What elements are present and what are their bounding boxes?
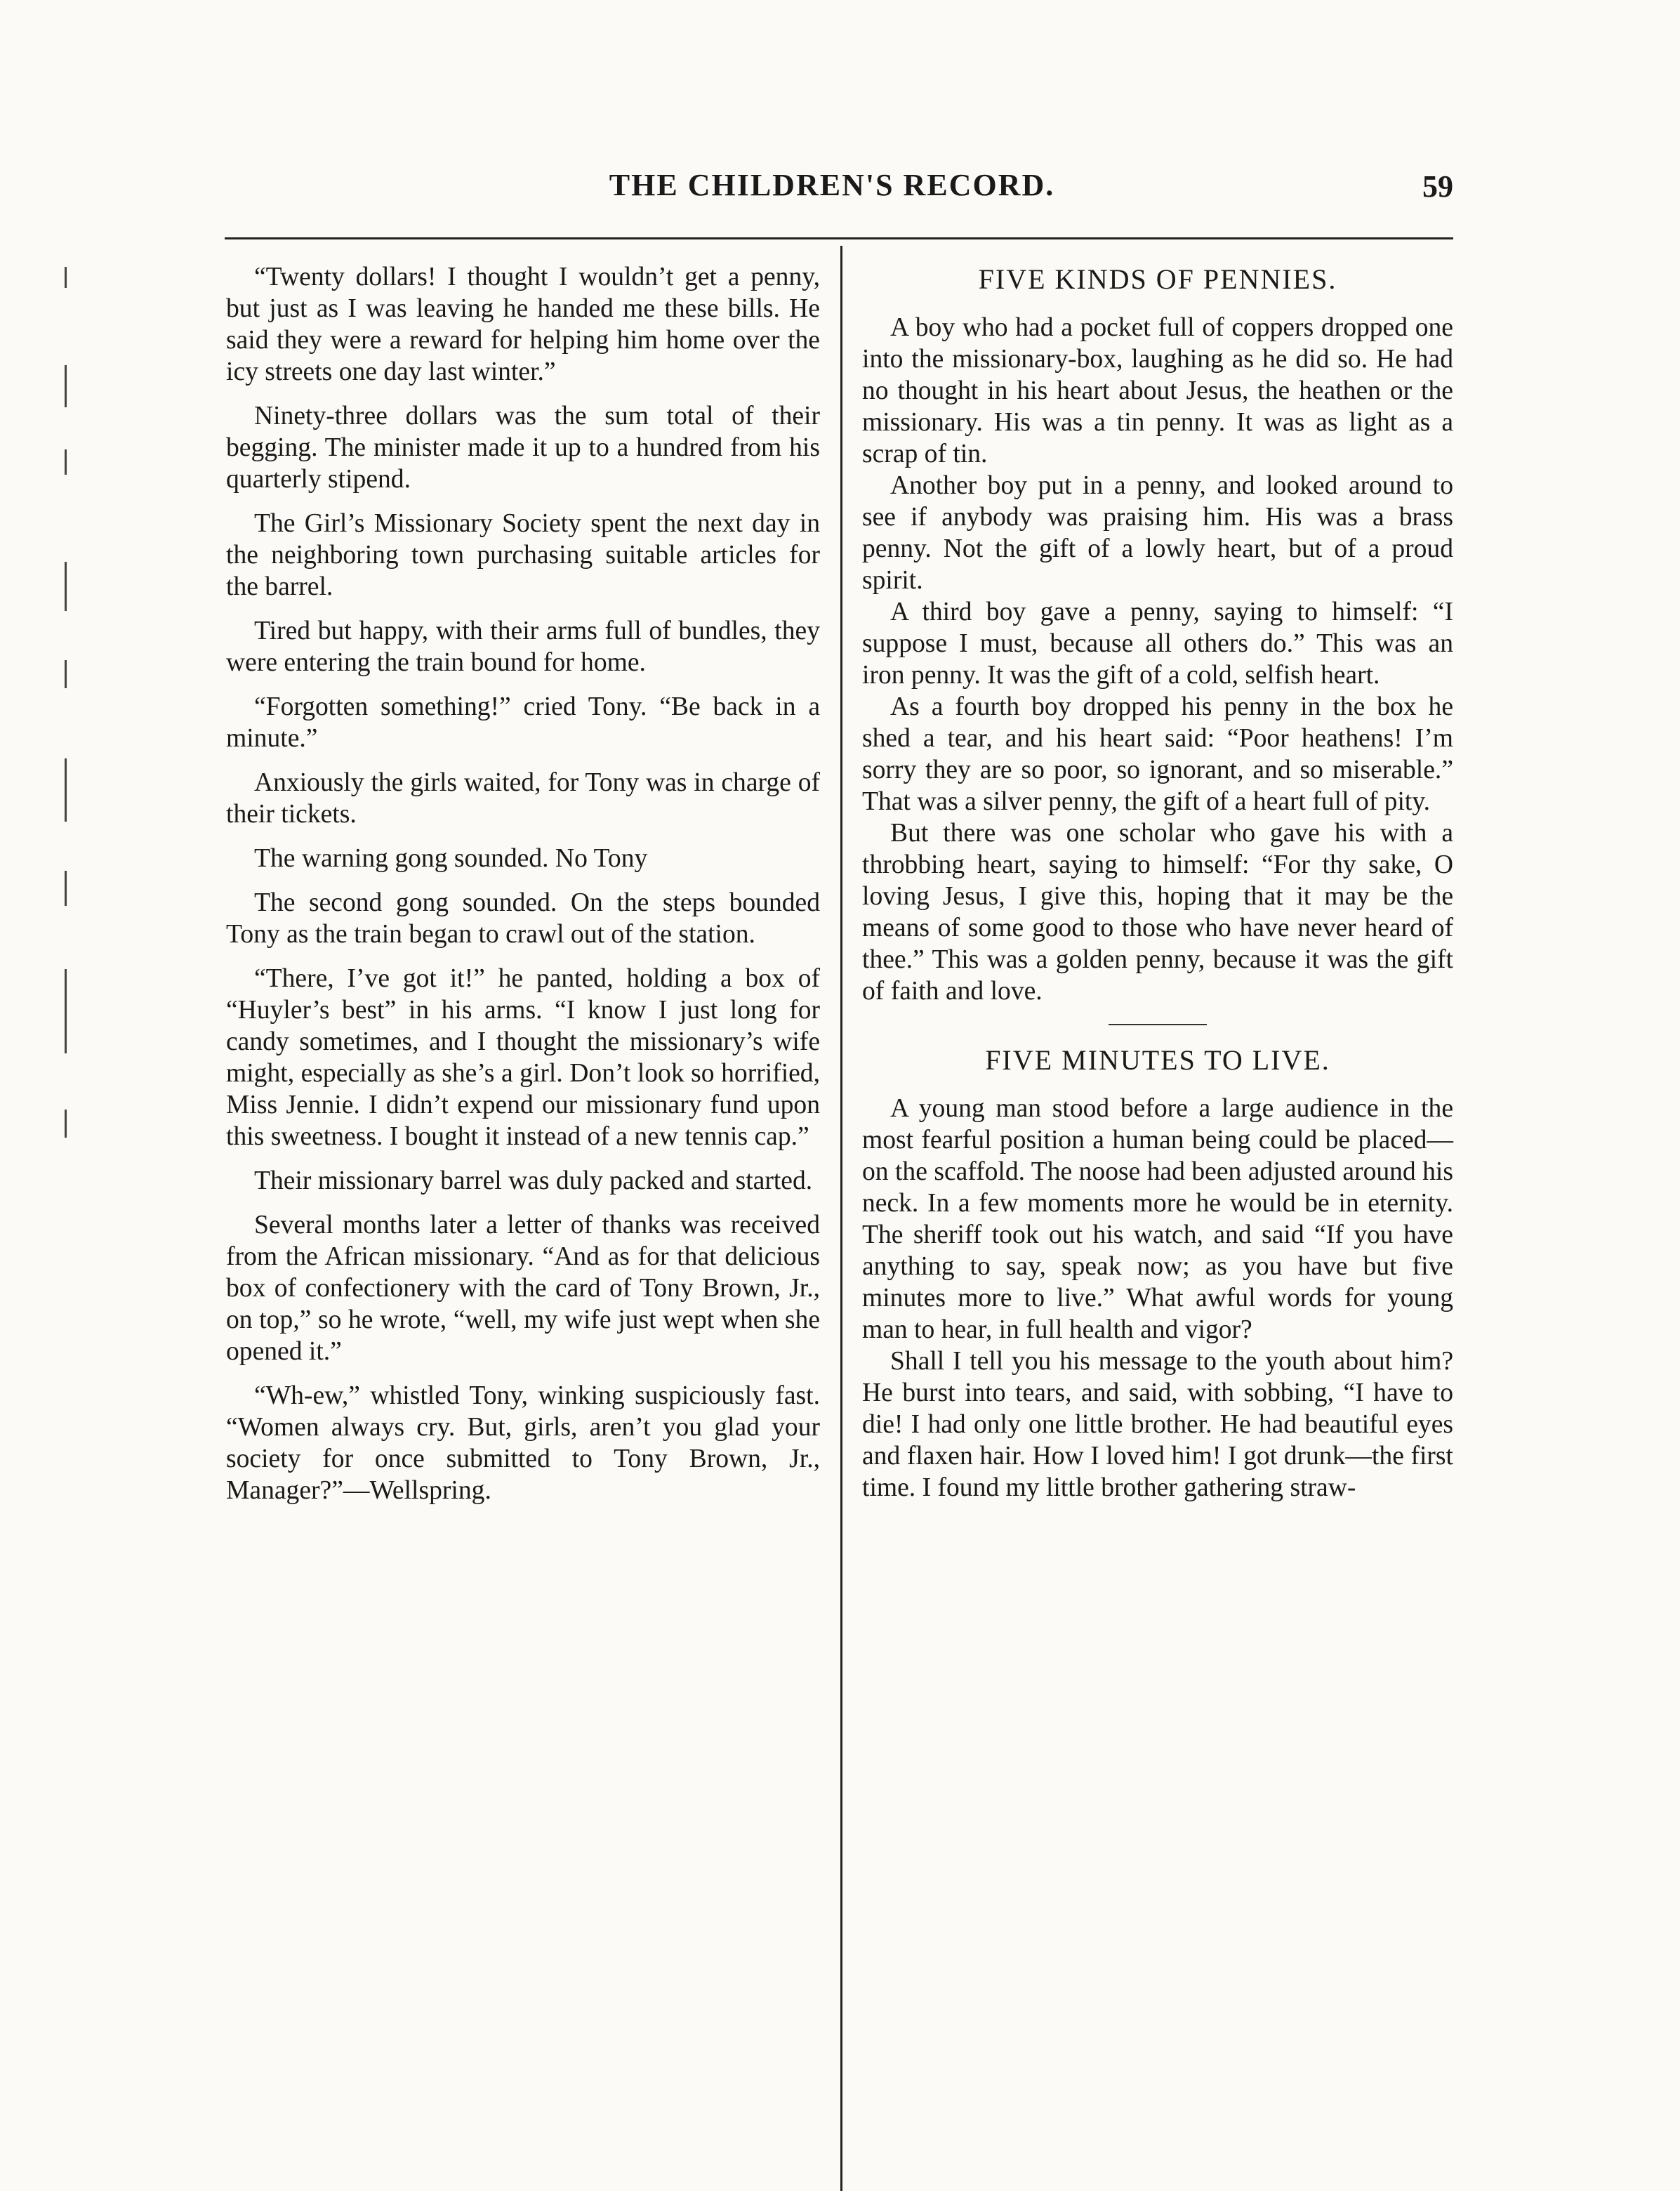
paragraph: “Twenty dollars! I thought I wouldn’t get a penny, but just as I was leaving he handed me these bills. He said they were a reward for helping him home over the icy streets one day last winter.” [226,263,820,386]
paragraph: A third boy gave a penny, saying to himself: “I suppose I must, because all others do.” This was an iron penny. It was the gift of a cold, selfish heart. [862,598,1453,690]
paragraph: The second gong sounded. On the steps bounded Tony as the train began to crawl out of the station. [226,888,820,949]
article-heading: FIVE MINUTES TO LIVE. [985,1044,1330,1076]
running-header [211,167,1453,223]
section-divider [1109,1024,1207,1025]
paragraph: “Forgotten something!” cried Tony. “Be back in a minute.” [226,692,820,753]
paragraph: Tired but happy, with their arms full of bundles, they were entering the train bound for home. [226,617,820,677]
scan-edge-marks [65,267,69,1180]
paragraph: Their missionary barrel was duly packed and started. [254,1166,813,1195]
paragraph: A boy who had a pocket full of coppers dropped one into the missionary-box, laughing as he did so. He had no thought in his heart about Jesus, the heathen or the missionary. His was a tin penny. It was as light as a scrap of tin. [862,313,1453,468]
paragraph: The Girl’s Missionary Society spent the next day in the neighboring town purchasing suitable articles for the barrel. [226,509,820,601]
paragraph: But there was one scholar who gave his with a throbbing heart, saying to himself: “For thy sake, O loving Jesus, I give this, hoping that it may be the means of some good to those who have never heard of thee.” This was a golden penny, because it was the gift of faith and love. [862,819,1453,1006]
paragraph: Several months later a letter of thanks was received from the African missionary. “And as for that delicious box of confectionery with the card of Tony Brown, Jr., on top,” so he wrote, “well, my wife just wept when she opened it.” [226,1211,820,1366]
paragraph: “There, I’ve got it!” he panted, holding a box of “Huyler’s best” in his arms. “I know I just long for candy sometimes, and I thought the missionary’s wife might, especially as she’s a girl. Don’t look so horrified, Miss Jennie. I didn’t expend our missionary fund upon this sweetness. I bought it instead of a new tennis cap.” [226,964,820,1151]
column-divider [840,246,842,2191]
paragraph: Ninety-three dollars was the sum total of their begging. The minister made it up to a hundred from his quarterly stipend. [226,402,820,494]
paragraph: Another boy put in a penny, and looked around to see if anybody was praising him. His was a brass penny. Not the gift of a lowly heart, but of a proud spirit. [862,471,1453,595]
right-column [862,261,1453,1504]
left-column [226,261,820,1519]
paragraph: A young man stood before a large audience in the most fearful position a human being could be placed—on the scaffold. The noose had been adjusted around his neck. In a few moments more he would be in eternity. The sheriff took out his watch, and said “If you have anything to say, speak now; as you have but five minutes more to live.” What awful words for young man to hear, in full health and vigor? [862,1094,1453,1344]
paragraph: Anxiously the girls waited, for Tony was in charge of their tickets. [226,768,820,829]
article-heading: FIVE KINDS OF PENNIES. [978,263,1337,295]
paragraph: The warning gong sounded. No Tony [254,844,648,873]
header-rule [225,237,1453,239]
page-number: 59 [1422,169,1453,204]
paragraph: As a fourth boy dropped his penny in the box he shed a tear, and his heart said: “Poor heathens! I’m sorry they are so poor, so ignorant, and so miserable.” That was a silver penny, the gift of a heart full of pity. [862,692,1453,816]
paragraph: “Wh-ew,” whistled Tony, winking suspiciously fast. “Women always cry. But, girls, aren’t you glad your society for once submitted to Tony Brown, Jr., Manager?”—Wellspring. [226,1381,820,1505]
paragraph: Shall I tell you his message to the youth about him? He burst into tears, and said, with sobbing, “I have to die! I had only one little brother. He had beautiful eyes and flaxen hair. How I loved him! I got drunk—the first time. I found my little brother gathering straw- [862,1347,1453,1502]
publication-title: THE CHILDREN'S RECORD. [609,168,1055,202]
